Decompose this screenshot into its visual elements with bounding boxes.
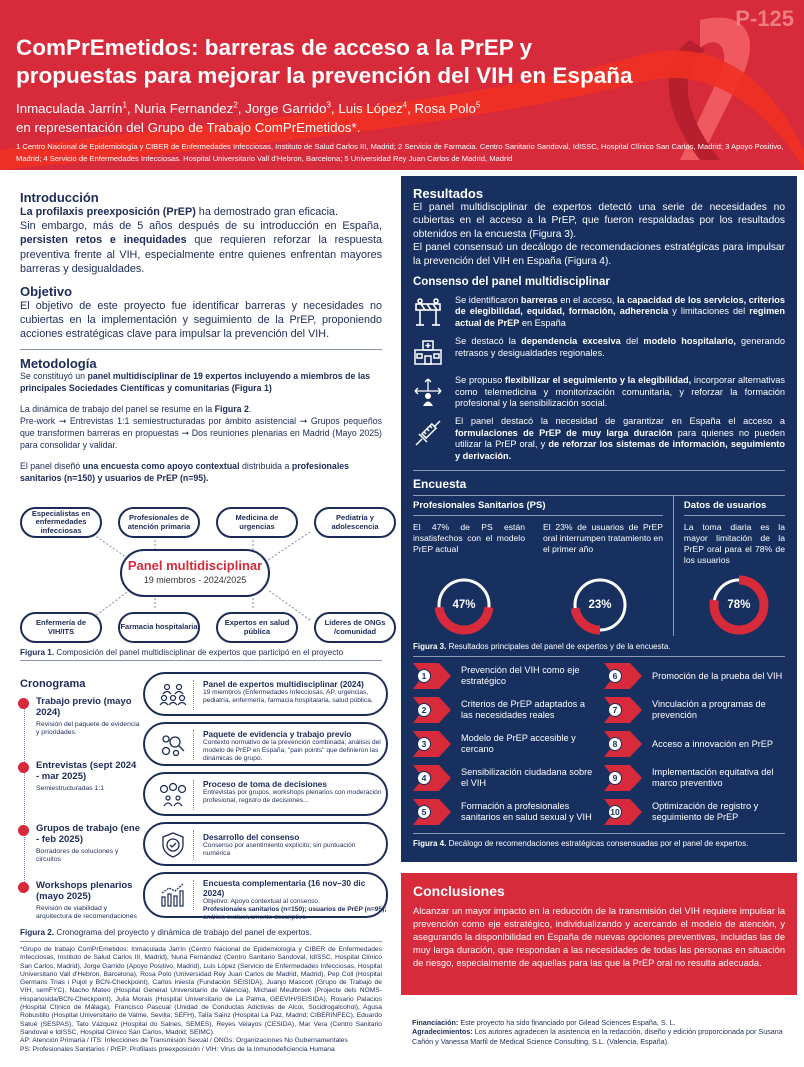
author-list — [16, 96, 480, 118]
author: Rosa Polo$^5$ — [414, 101, 481, 117]
encuesta-users-column — [684, 500, 785, 636]
decalogo-list — [413, 663, 785, 825]
section-title: Introducción — [20, 190, 99, 205]
step-separator — [193, 880, 194, 910]
step-sub: Consenso por asentimiento explícito; sin puntuación numérica — [203, 842, 356, 858]
panel-node: Farmacia hospitalaria — [118, 612, 200, 643]
abbreviations: AP: Atención Primaria / ITS: Infecciones de Transmisión Sexual / ONGs: Organizaciones No Gubernamentales — [20, 1037, 348, 1045]
decalogo-number: 1 — [417, 669, 431, 683]
decalogo-text: Implementación equitativa del marco preventivo — [652, 767, 774, 789]
poster-header — [0, 0, 804, 170]
conclusions-section — [401, 873, 797, 995]
timeline-sub: Revisión de viabilidad y arquitectura de recomendaciones — [36, 905, 137, 921]
chevron-arrow-icon — [604, 799, 642, 825]
decalogo-number: 8 — [608, 737, 622, 751]
step-sub: Objetivo: Apoyo contextual al consenso. — [203, 898, 320, 905]
divider — [20, 349, 382, 350]
timeline-sub: Revisión del paquete de evidencia y prioridades. — [36, 721, 140, 737]
stat-card — [543, 522, 663, 636]
divider — [413, 656, 785, 657]
step-head: Paquete de evidencia y trabajo previo — [203, 729, 352, 739]
panel-center — [120, 549, 270, 597]
column-header: Datos de usuarios — [683, 500, 767, 512]
figure-1-caption: Figura 1. Composición del panel multidisciplinar de expertos que participó en el proyecto — [20, 648, 344, 657]
discussion-icon — [159, 781, 187, 809]
panel-node: Expertos en salud pública — [216, 612, 298, 643]
syringe-icon — [413, 418, 443, 448]
divider — [413, 495, 785, 496]
consenso-item — [413, 295, 785, 329]
panel-node: Profesionales de atención primaria — [118, 507, 200, 538]
panel-node: Enfermería de VIH/ITS — [20, 612, 102, 643]
decalogo-number: 9 — [608, 771, 622, 785]
chevron-arrow-icon — [604, 731, 642, 757]
timeline-head: Entrevistas (sept 2024 - mar 2025) — [36, 760, 137, 782]
decalogo-item — [604, 663, 785, 689]
author: Inmaculada Jarrín$^1$, — [16, 101, 135, 117]
figure-2-caption: Figura 2. Cronograma del proyecto y dinámica de trabajo del panel de expertos. — [20, 928, 312, 937]
donut-value: 23% — [588, 599, 612, 612]
poster-title — [16, 34, 636, 90]
panel-node: Especialistas en enfermedades infecciosas — [20, 507, 102, 538]
results-text: El panel multidisciplinar de expertos detectó una serie de necesidades no cubiertas en el acceso a la PrEP, que fueron respaldadas por los resultados obtenidos en la encuesta (Figura 3). El panel consensuó un decálogo de recomendaciones estratégicas para impulsar la prevención del VIH en España (Figura 4). — [413, 202, 785, 267]
affiliations: 1 Centro Nacional de Epidemiología y CIBER de Enfermedades Infecciosas, Instituto de Salud Carlos III, Madrid; 2 Servicio de Farmacia. Centro Sanitario Sandoval, IdISSC, Hospital Clínico San Carlos, Madrid; 3 Apoyo Positivo, Madrid; 4 Servicio de Enfermedades Infecciosas. Hospital Universitario Vall d'Hebron, Barcelona; 5 Universidad Rey Juan Carlos de Madrid, Madrid — [16, 142, 784, 163]
timeline-dot — [18, 825, 29, 836]
timeline-item — [20, 880, 140, 922]
consenso-item — [413, 416, 785, 462]
intro-text: La profilaxis preexposición (PrEP) ha demostrado gran eficacia. Sin embargo, más de 5 años después de su introducción en España, persisten retos e inequidades que requieren reforzar la respuesta preventiva frente al VIH, especialmente entre quienes enfrentan mayores barreras y desigualdades. — [20, 206, 382, 275]
decalogo-item — [604, 697, 785, 723]
step-sub: 19 miembros (Enfermedades Infecciosas, AP, urgencias, pediatría, enfermería, farmacia hospitalaria, salud pública, — [203, 689, 373, 705]
poster-id: P-125 — [735, 6, 794, 31]
donut-value: 78% — [727, 599, 751, 612]
decalogo-item — [604, 765, 785, 791]
chevron-arrow-icon — [604, 663, 642, 689]
decalogo-text: Prevención del VIH como eje estratégico — [461, 665, 580, 687]
decalogo-item — [604, 731, 785, 757]
step-separator — [193, 830, 194, 860]
panel-node: Líderes de ONGs /comunidad — [314, 612, 396, 643]
author: Nuria Fernandez$^2$, — [134, 101, 246, 117]
step-text — [203, 729, 383, 764]
funding-line: Financiación: Este proyecto ha sido financiado por Gilead Sciences España, S. L. — [412, 1018, 676, 1027]
stat-text: La toma diaria es la mayor limitación de la PrEP oral para el 78% de los usuarios — [683, 522, 785, 566]
step-head: Encuesta complementaria (16 nov–30 dic 2024) — [203, 878, 366, 898]
process-step — [143, 822, 388, 866]
column-divider — [673, 496, 674, 636]
bar-chart-icon — [159, 881, 187, 909]
chevron-arrow-icon — [604, 697, 642, 723]
conclusions-text: Alcanzar un mayor impacto en la reducción de la transmisión del VIH requiere impulsar la prevención como eje estratégico, individualizando y acercando el modelo de atención, y asegurando la disponibilidad en España de nuevas opciones preventivas, incluidas las de muy larga duración, que respondan a las necesidades de todas las personas en situación de riesgo, especialmente de aquellas para las que la PrEP oral no resulta adecuada. — [413, 906, 785, 968]
methodology-p1: Se constituyó un panel multidisciplinar de 19 expertos incluyendo a miembros de las principales Sociedades Científicas y comunitarias (Figura 1) — [20, 371, 371, 393]
cronograma-title: Cronograma — [20, 678, 86, 690]
timeline-head: Grupos de trabajo (ene - feb 2025) — [36, 823, 140, 845]
consenso-item — [413, 336, 785, 368]
consenso-text: Se destacó la dependencia excesiva del modelo hospitalario, generando retrasos y desigualdades regionales. — [455, 336, 785, 358]
decalogo-text: Promoción de la prueba del VIH — [652, 670, 783, 681]
chevron-arrow-icon — [604, 765, 642, 791]
funding-acknowledgements — [412, 1018, 792, 1046]
decalogo-text: Modelo de PrEP accesible y cercano — [461, 733, 576, 755]
figure-3-caption: Figura 3. Resultados principales del panel de expertos y de la encuesta. — [413, 642, 671, 652]
decalogo-number: 7 — [608, 703, 622, 717]
divider — [20, 660, 382, 661]
decalogo-text: Optimización de registro y seguimiento de PrEP — [652, 801, 759, 823]
process-step — [143, 872, 388, 922]
timeline-item — [20, 760, 140, 793]
objective-text: El objetivo de este proyecto fue identificar barreras y necesidades no cubiertas en la implementación y seguimiento de la PrEP, proponiendo acciones estratégicas clave para impulsar la prevención del VIH. — [20, 300, 382, 341]
decalogo-text: Criterios de PrEP adaptados a las necesidades reales — [461, 699, 585, 721]
decalogo-text: Sensibilización ciudadana sobre el VIH — [461, 767, 593, 789]
step-separator — [193, 680, 194, 710]
consenso-text: El panel destacó la necesidad de garantizar en España el acceso a formulaciones de PrEP de muy larga duración para quienes no pueden utilizar la PrEP oral, y de reforzar los sistemas de información, seguimiento y derivación. — [455, 416, 785, 461]
panel-center-subtitle: 19 miembros - 2024/2025 — [143, 575, 247, 585]
decalogo-item — [413, 731, 594, 757]
section-title: Conclusiones — [413, 883, 505, 899]
authors — [16, 96, 480, 137]
decalogo-number: 4 — [417, 771, 431, 785]
methodology-p2: La dinámica de trabajo del panel se resume en la Figura 2. Pre-work ➞ Entrevistas 1:1 semiestructuradas por ámbito asistencial ➞ Grupos pequeños que transformen barreras en propuestas ➞ Dos reuniones plenarias en Madrid (Mayo 2025) para consolidar y validar. — [20, 404, 382, 450]
step-sub: Entrevistas por grupos, workshops plenarios con moderación profesional, registro de decisiones... — [203, 789, 382, 805]
divider — [413, 833, 785, 834]
results-section — [401, 176, 797, 862]
intro-section — [20, 190, 382, 276]
figure-4-caption: Figura 4. Decálogo de recomendaciones estratégicas consensuadas por el panel de expertos. — [413, 839, 749, 849]
step-sub: Profesionales sanitarios (n=150); usuarios de PrEP (n=95); — [203, 906, 387, 914]
stat-card — [413, 522, 525, 636]
section-title: Metodología — [20, 356, 97, 371]
timeline-dot — [18, 762, 29, 773]
title-line: ComPrEmetidos: barreras de acceso a la PrEP y — [16, 35, 533, 60]
figure-1-panel-diagram — [0, 502, 398, 652]
step-sub: análisis exclusivamente descriptivo. — [203, 914, 308, 922]
encuesta-ps-column — [413, 500, 663, 636]
divider — [413, 515, 663, 516]
decalogo-item — [413, 765, 594, 791]
decalogo-item — [604, 799, 785, 825]
donut-chart — [433, 574, 495, 636]
footnote — [20, 946, 382, 1054]
shield-check-icon — [159, 831, 187, 859]
divider — [413, 470, 785, 471]
decalogo-number: 6 — [608, 669, 622, 683]
author: Luis López$^4$, — [338, 101, 415, 117]
chevron-arrow-icon — [413, 799, 451, 825]
step-text — [203, 832, 383, 858]
group-line: en representación del Grupo de Trabajo ComPrEmetidos*. — [16, 120, 361, 136]
step-separator — [193, 730, 194, 760]
acknowledgements-line: Agradecimientos: Los autores agradecen la asistencia en la redacción, diseño y edición proporcionada por Susana Cañón y Vanessa Marfil de Medical Science Consulting, S.L. (Valencia, España). — [412, 1027, 783, 1046]
panel-node: Pediatría y adolescencia — [314, 507, 396, 538]
donut-value: 47% — [452, 599, 476, 612]
step-sub: Contexto normativo de la prevención combinada; análisis del modelo de PrEP en España; "pain points" que definieron las dinámicas de grupo. — [203, 739, 381, 763]
step-text — [203, 878, 388, 923]
divider — [684, 515, 785, 516]
divider — [20, 941, 382, 942]
step-text — [203, 779, 383, 805]
step-text — [203, 679, 383, 705]
donut-chart — [569, 574, 631, 636]
process-step — [143, 772, 388, 816]
people-group-icon — [159, 681, 187, 709]
title-line: propuestas para mejorar la prevención del VIH en España — [16, 63, 633, 88]
chevron-arrow-icon — [413, 697, 451, 723]
step-separator — [193, 780, 194, 810]
decalogo-number: 10 — [608, 805, 622, 819]
chevron-arrow-icon — [413, 731, 451, 757]
decalogo-item — [413, 697, 594, 723]
step-head: Desarrollo del consenso — [203, 832, 300, 842]
timeline-dot — [18, 882, 29, 893]
footnote-group: *Grupo de trabajo ComPrEmetidos: Inmaculada Jarrín (Centro Nacional de Epidemiología y CIBER de Enfermedades Infecciosas, Instituto de Salud Carlos III, Madrid), Nuria Fernández (Centro Sanitario Sandoval, IdISSC, Hospital Clínico San Carlos, Madrid), Jorge Garrido (Apoyo Positivo, Madrid), Luis López (Servicio de Enfermedades Infecciosas, Hospital Universitario Vall d'Hebron, Barcelona), Rosa Polo (Universidad Rey Juan Carlos de Madrid, Madrid), Pep Coll (Hospital Germans Trias i Pujol y BCN-Checkpoint), Carlos Iniesta (Fundación SEISIDA), Juanjo Mascort (Grupo de Trabajo de VIH, semFYC), Nacho Mateo (Hospital General Universitario de Valencia), Michael Meulbroek (Projecte dels NOMS-Hispanosida/BCN-Checkpoint), Julia Morais (Hospital Universitario de La Palma, GEEVIH/SEISIDA), Rosario Palacios (Hospital Clínico de Málaga), Francisco Pascual (Unidad de Conductas Adictivas de Alcoi, Socidrogalcohol), Agusa Robustillo (Hospital Universitario de Valme, Sevilla; SEFH), Talía Sainz (Hospital La Paz, Madrid; CIBERINFEC), Eduardo Satué (SESPAS), Tato Vázquez (Hospital do Salnes, SEMES), Reyes Velayos (CESIDA), Mar Vera (Centro Sanitario Sandoval e IdISSC, Hospital Clínico San Carlos, Madrid; SEIMC). — [20, 946, 382, 1036]
timeline-item — [20, 696, 140, 738]
process-step — [143, 722, 388, 766]
timeline-head: Workshops plenarios (mayo 2025) — [36, 880, 133, 902]
consenso-title: Consenso del panel multidisciplinar — [413, 276, 610, 289]
timeline-sub: Semiestructuradas 1:1 — [36, 785, 105, 792]
objective-section — [20, 284, 382, 342]
decalogo-number: 5 — [417, 805, 431, 819]
panel-center-title: Panel multidisciplinar — [127, 558, 263, 573]
decalogo-number: 2 — [417, 703, 431, 717]
decalogo-item — [413, 663, 594, 689]
person-arrows-icon — [413, 377, 443, 407]
consenso-text: Se propuso flexibilizar el seguimiento y la elegibilidad, incorporar alternativas como telemedicina y monitorización comunitaria, y reforzar la formación profesional y la sensibilización social. — [455, 375, 786, 409]
process-step — [143, 672, 388, 716]
decalogo-item — [413, 799, 594, 825]
stat-text: El 23% de usuarios de PrEP oral interrumpen tratamiento en el primer año — [543, 522, 663, 555]
step-head: Panel de expertos multidisciplinar (2024) — [203, 679, 364, 689]
decalogo-text: Formación a profesionales sanitarios en salud sexual y VIH — [461, 801, 592, 823]
column-header: Profesionales Sanitarios (PS) — [413, 500, 546, 512]
timeline-dot — [18, 698, 29, 709]
timeline-item — [20, 823, 140, 865]
step-head: Proceso de toma de decisiones — [203, 779, 328, 789]
gears-search-icon — [159, 731, 187, 759]
consenso-text: Se identificaron barreras en el acceso, la capacidad de los servicios, criterios de elegibilidad, equidad, formación, adherencia y limitaciones del regimen actual de PrEP en España — [455, 295, 786, 328]
decalogo-text: Acceso a innovación en PrEP — [652, 738, 774, 749]
methodology-p3: El panel diseñó una encuesta como apoyo contextual distribuida a profesionales sanitarios (n=150) y usuarios de PrEP (n=95). — [20, 461, 350, 483]
timeline-head: Trabajo previo (mayo 2024) — [36, 696, 132, 718]
abbreviations: PS: Profesionales Sanitarios / PrEP: Profilaxis preexposición / VIH: Virus de la Inmunodeficiencia Humana — [20, 1045, 335, 1053]
hospital-icon — [413, 338, 443, 368]
section-title: Objetivo — [20, 284, 73, 299]
chevron-arrow-icon — [413, 765, 451, 791]
encuesta-grid — [413, 500, 785, 636]
barrier-icon — [413, 297, 443, 327]
consenso-list — [413, 295, 785, 462]
section-title: Resultados — [413, 186, 484, 201]
author: Jorge Garrido$^3$, — [245, 101, 339, 117]
methodology-section — [20, 356, 382, 485]
timeline-sub: Borradores de soluciones y circuitos — [36, 848, 119, 864]
stat-text: El 47% de PS están insatisfechos con el modelo PrEP actual — [413, 522, 525, 555]
encuesta-title: Encuesta — [413, 477, 467, 492]
decalogo-text: Vinculación a programas de prevención — [652, 699, 766, 721]
decalogo-number: 3 — [417, 737, 431, 751]
donut-chart — [708, 574, 770, 636]
panel-node: Medicina de urgencias — [216, 507, 298, 538]
chevron-arrow-icon — [413, 663, 451, 689]
consenso-item — [413, 375, 785, 409]
